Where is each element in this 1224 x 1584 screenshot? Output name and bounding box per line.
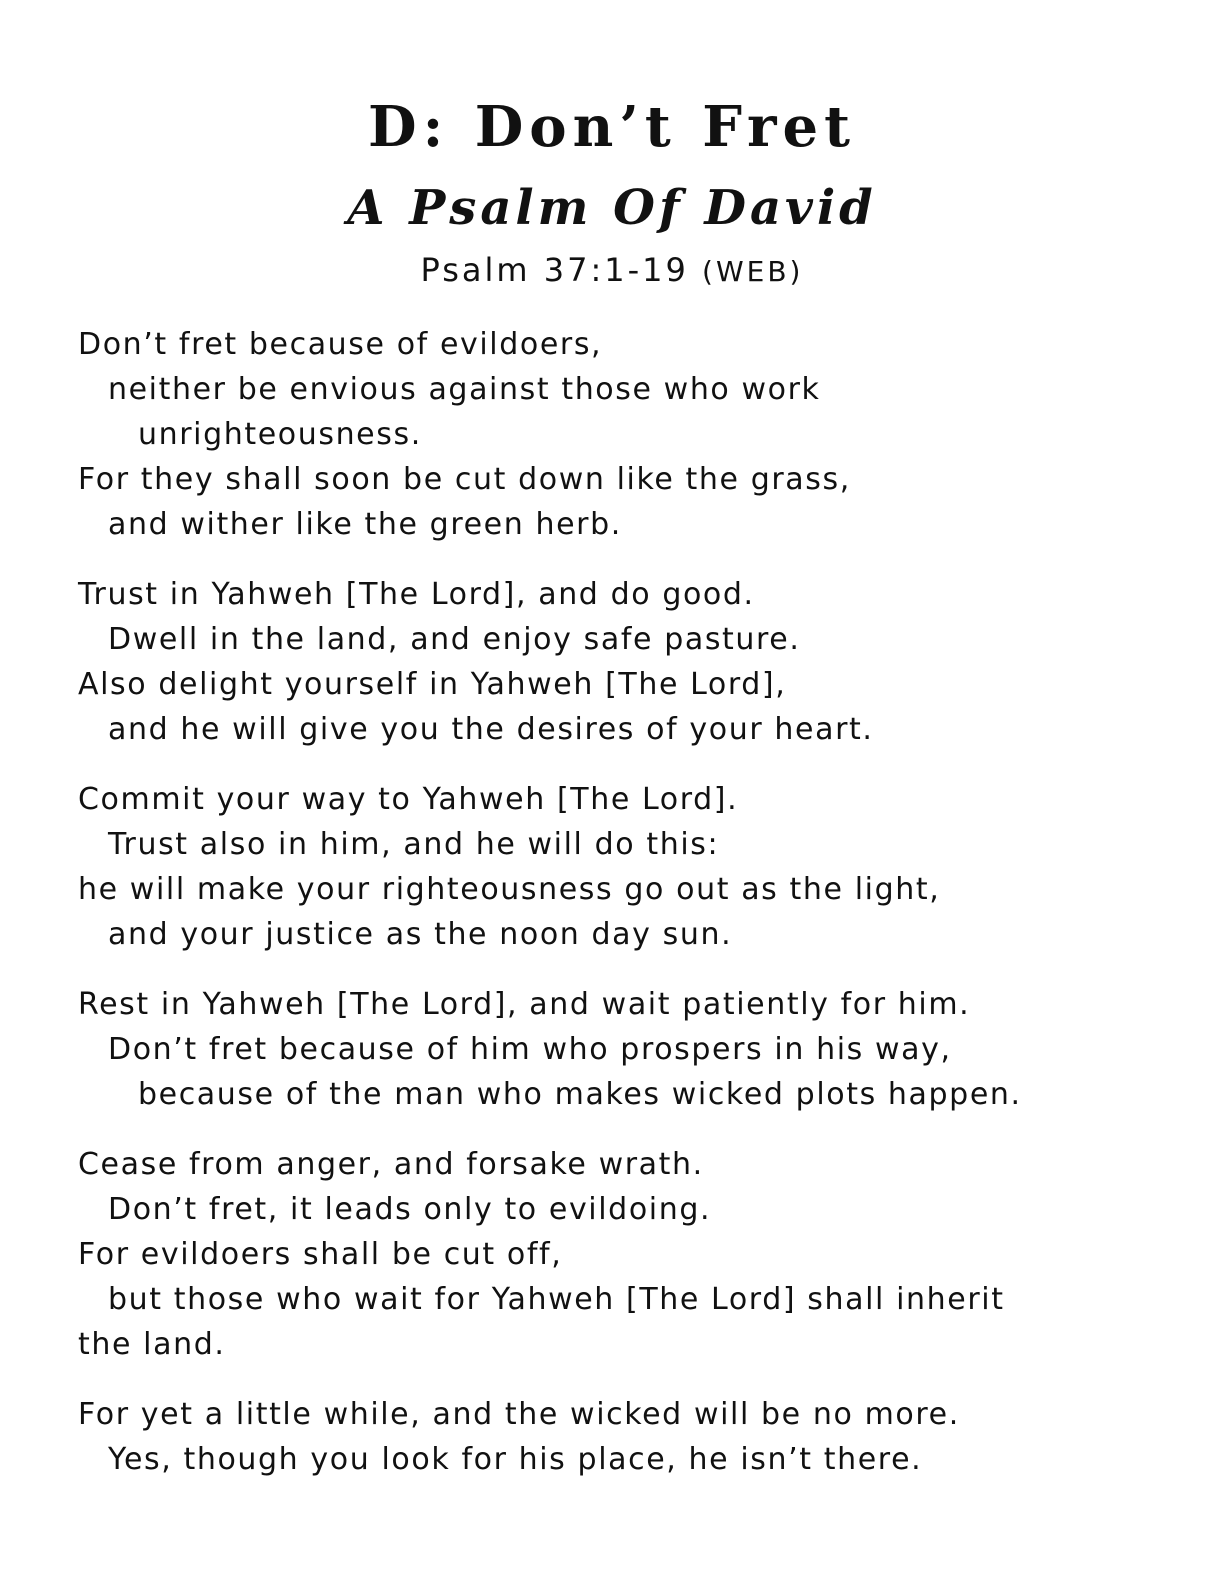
page-title: D: Don’t Fret	[368, 94, 856, 160]
bible-version: (WEB)	[702, 255, 804, 288]
verse-line: Dwell in the land, and enjoy safe pasture.	[108, 622, 801, 657]
verse-line: Don’t fret because of evildoers,	[78, 327, 603, 362]
stanza	[78, 982, 1178, 1117]
verse-line: Don’t fret, it leads only to evildoing.	[108, 1192, 712, 1227]
stanza	[78, 1392, 1178, 1482]
stanza	[78, 1142, 1178, 1367]
verse-line: the land.	[78, 1327, 226, 1362]
scripture-reference	[0, 248, 1224, 294]
verse-line: Commit your way to Yahweh [The Lord].	[78, 782, 739, 817]
verse-line: For yet a little while, and the wicked will be no more.	[78, 1397, 960, 1432]
verse-line: because of the man who makes wicked plots happen.	[138, 1077, 1022, 1112]
verse-line: For they shall soon be cut down like the grass,	[78, 462, 851, 497]
verse-line: Rest in Yahweh [The Lord], and wait patiently for him.	[78, 987, 971, 1022]
verse-line: Also delight yourself in Yahweh [The Lord],	[78, 667, 787, 702]
verse-line: Yes, though you look for his place, he isn’t there.	[108, 1442, 923, 1477]
page-subtitle: A Psalm Of David	[347, 180, 877, 236]
stanza	[78, 322, 1178, 547]
stanza	[78, 777, 1178, 957]
reference-text: Psalm 37:1-19	[420, 251, 689, 289]
verse-line: Trust also in him, and he will do this:	[108, 827, 720, 862]
verse-line: Trust in Yahweh [The Lord], and do good.	[78, 577, 755, 612]
verse-line: but those who wait for Yahweh [The Lord] shall inherit	[108, 1282, 1005, 1317]
verse-line: he will make your righteousness go out as the light,	[78, 872, 941, 907]
verse-line: unrighteousness.	[138, 417, 422, 452]
verse-line: and he will give you the desires of your heart.	[108, 712, 874, 747]
verse-line: Cease from anger, and forsake wrath.	[78, 1147, 704, 1182]
verse-line: Don’t fret because of him who prospers in his way,	[108, 1032, 952, 1067]
verse-line: For evildoers shall be cut off,	[78, 1237, 563, 1272]
verse-line: and wither like the green herb.	[108, 507, 622, 542]
stanza	[78, 572, 1178, 752]
psalm-text	[78, 322, 1178, 1507]
verse-line: and your justice as the noon day sun.	[108, 917, 733, 952]
verse-line: neither be envious against those who work	[108, 372, 821, 407]
